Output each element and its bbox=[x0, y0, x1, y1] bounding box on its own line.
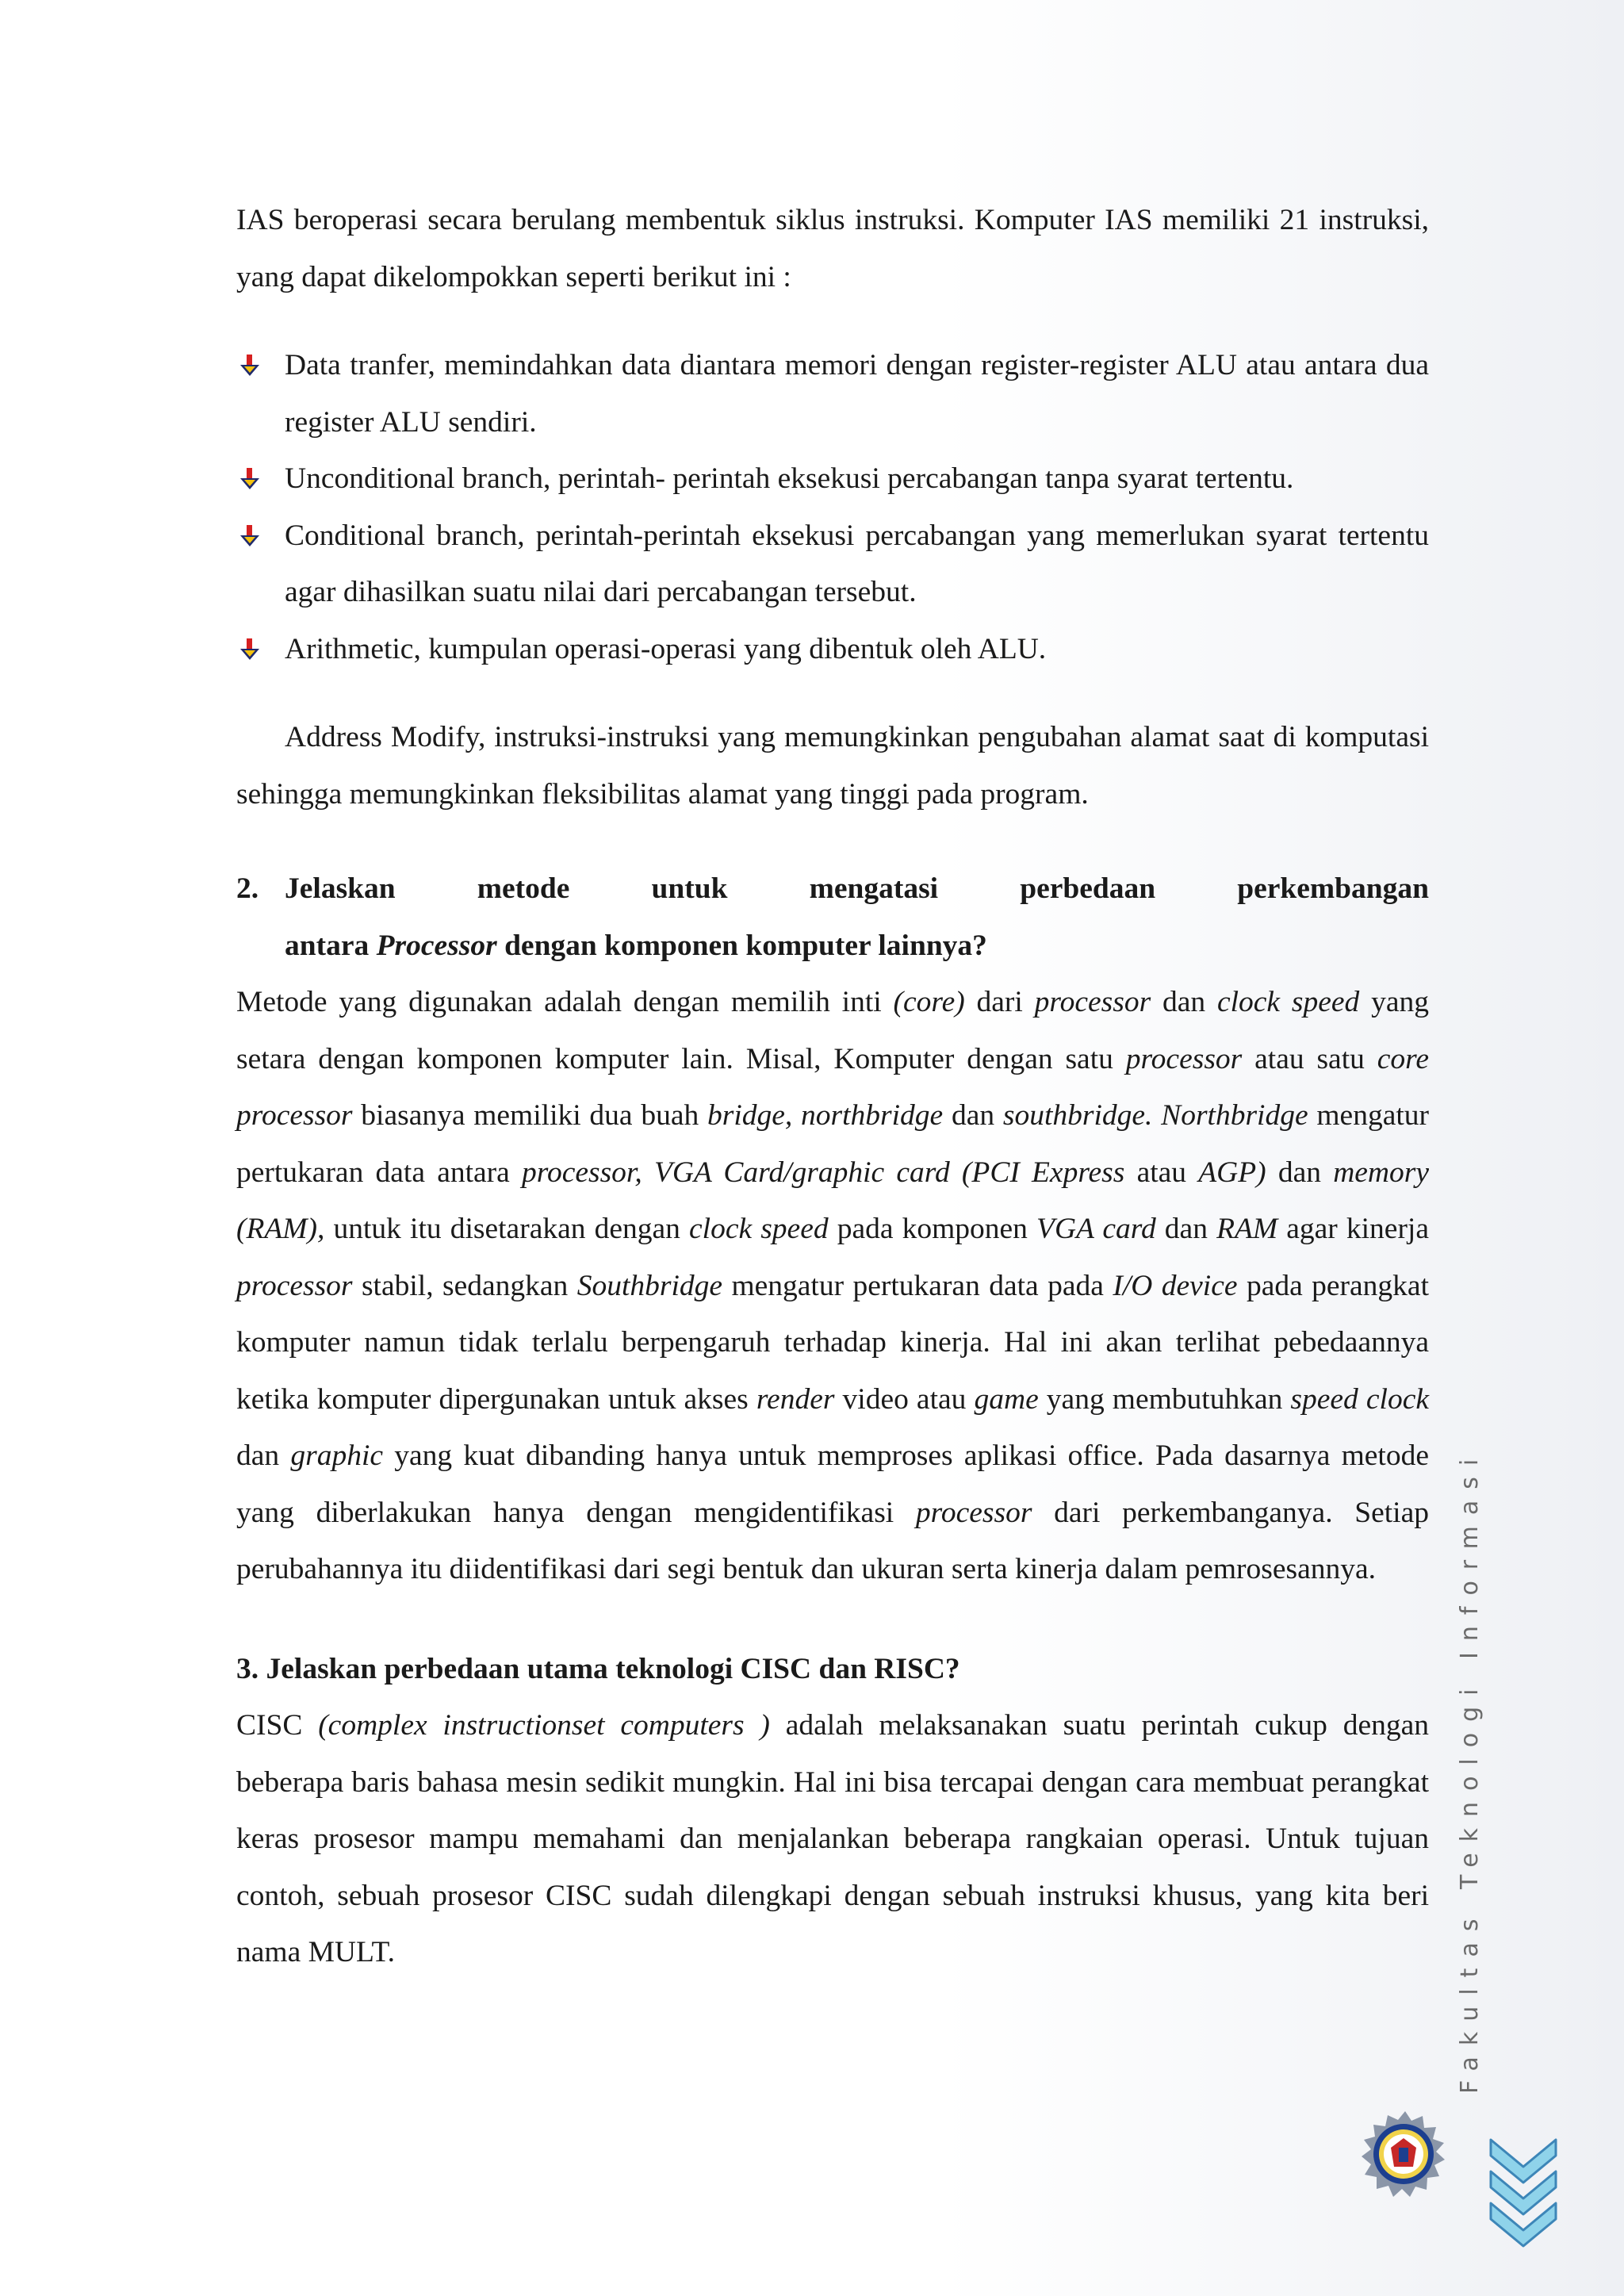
list-item bbox=[236, 621, 1429, 678]
question-2-heading bbox=[236, 861, 1429, 974]
list-item-text: Unconditional branch, perintah- perintah eksekusi percabangan tanpa syarat tertentu. bbox=[285, 462, 1294, 495]
question-word: untuk bbox=[651, 872, 728, 905]
arrow-down-bullet-icon bbox=[238, 638, 262, 661]
list-item bbox=[236, 450, 1429, 508]
triple-chevron-down-icon bbox=[1488, 2135, 1559, 2254]
answer-2-paragraph: Metode yang digunakan adalah dengan memilih inti (core) dari processor dan clock speed yang setara dengan komponen komputer lain. Misal, Komputer dengan satu processor atau satu core processor biasanya memiliki dua buah bridge, northbridge dan southbridge. Northbridge mengatur pertukaran data antara processor, VGA Card/graphic card (PCI Express atau AGP) dan memory (RAM), untuk itu disetarakan dengan clock speed pada komponen VGA card dan RAM agar kinerja processor stabil, sedangkan Southbridge mengatur pertukaran data pada I/O device pada perangkat komputer namun tidak terlalu berpengaruh terhadap kinerja. Hal ini akan terlihat pebedaannya ketika komputer dipergunakan untuk akses render video atau game yang membutuhkan speed clock dan graphic yang kuat dibanding hanya untuk memproses aplikasi office. Pada dasarnya metode yang diberlakukan hanya dengan mengidentifikasi processor dari perkembanganya. Setiap perubahannya itu diidentifikasi dari segi bentuk dan ukuran serta kinerja dalam pemrosesannya. bbox=[236, 986, 1429, 1585]
arrow-down-bullet-icon bbox=[238, 354, 262, 378]
question-term: Processor bbox=[376, 929, 497, 962]
question-word: metode bbox=[477, 872, 570, 905]
arrow-down-bullet-icon bbox=[238, 467, 262, 491]
answer-3-paragraph: CISC (complex instructionset computers ) adalah melaksanakan suatu perintah cukup dengan beberapa baris bahasa mesin sedikit mungkin. Hal ini bisa tercapai dengan cara membuat perangkat keras prosesor mampu memahami dan menjalankan beberapa rangkaian operasi. Untuk tujuan contoh, sebuah prosesor CISC sudah dilengkapi dengan sebuah instruksi khusus, yang kita beri nama MULT. bbox=[236, 1709, 1429, 1968]
list-item bbox=[236, 508, 1429, 621]
address-modify-paragraph: Address Modify, instruksi-instruksi yang memungkinkan pengubahan alamat saat di komputasi sehingga memungkinkan fleksibilitas alamat yang tinggi pada program. bbox=[236, 721, 1429, 811]
question-text: dengan komponen komputer lainnya? bbox=[496, 929, 987, 962]
question-number: 2. bbox=[236, 872, 259, 905]
question-3-heading: 3. Jelaskan perbedaan utama teknologi CISC dan RISC? bbox=[236, 1652, 960, 1685]
list-item bbox=[236, 337, 1429, 450]
question-word: perkembangan bbox=[1237, 872, 1429, 905]
arrow-down-bullet-icon bbox=[238, 524, 262, 548]
faculty-side-label: Fakultas Teknologi Informasi bbox=[1456, 1447, 1484, 2094]
question-text: antara bbox=[285, 929, 377, 962]
list-item-text: Data tranfer, memindahkan data diantara memori dengan register-register ALU atau antara dua register ALU sendiri. bbox=[285, 349, 1429, 439]
question-word: mengatasi bbox=[809, 872, 939, 905]
instruction-group-list bbox=[236, 337, 1429, 677]
document-body bbox=[236, 192, 1429, 1981]
intro-paragraph: IAS beroperasi secara berulang membentuk siklus instruksi. Komputer IAS memiliki 21 instruksi, yang dapat dikelompokkan seperti berikut ini : bbox=[236, 204, 1429, 293]
question-word: Jelaskan bbox=[285, 872, 396, 905]
university-seal-logo bbox=[1359, 2110, 1451, 2202]
question-word: perbedaan bbox=[1020, 872, 1156, 905]
list-item-text: Conditional branch, perintah-perintah eksekusi percabangan yang memerlukan syarat tertentu agar dihasilkan suatu nilai dari percabangan tersebut. bbox=[285, 519, 1429, 608]
list-item-text: Arithmetic, kumpulan operasi-operasi yang dibentuk oleh ALU. bbox=[285, 632, 1047, 665]
